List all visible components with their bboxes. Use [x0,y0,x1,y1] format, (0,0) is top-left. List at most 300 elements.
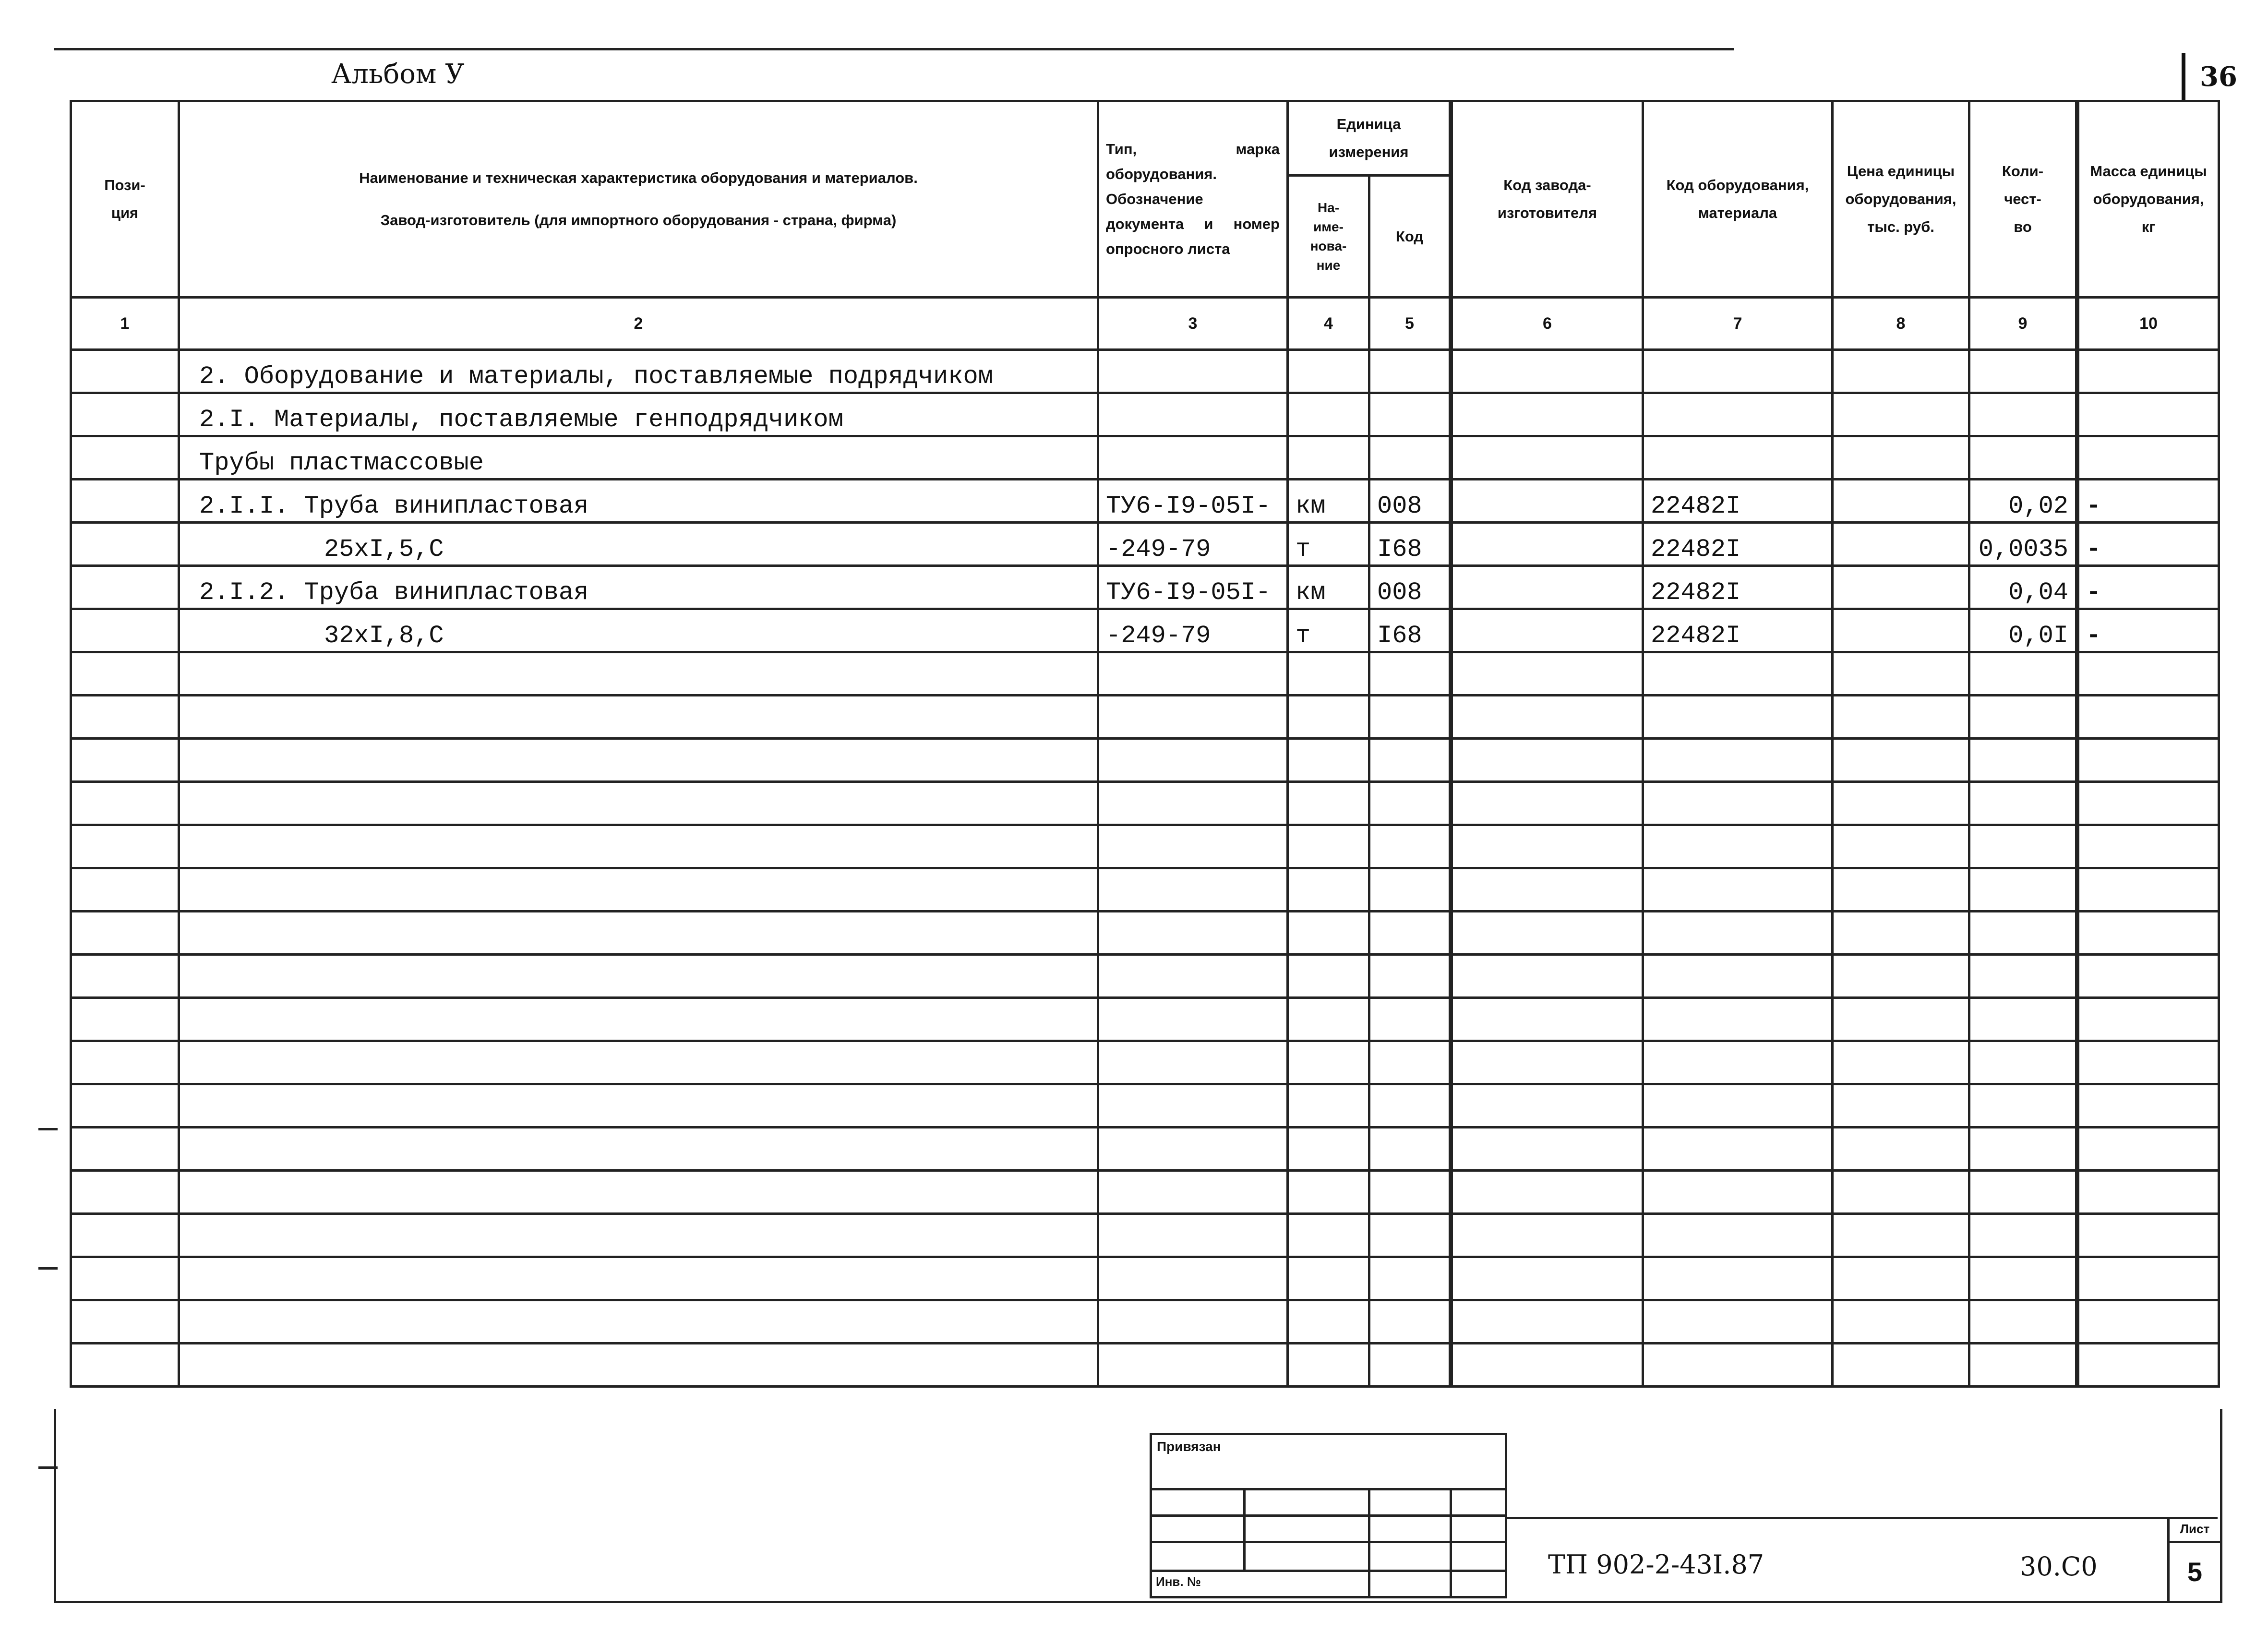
cell-empty [1369,652,1451,696]
header-unit-code: Код [1369,176,1451,298]
cell-empty [1288,1214,1369,1257]
cell-empty [1643,1257,1833,1300]
cell-equipment-code [1643,436,1833,480]
document-code: ТП 902-2-43I.87 [1548,1549,1764,1580]
cell-empty [1451,955,1643,998]
cell-unit: т [1288,523,1369,566]
cell-empty [1833,652,1969,696]
cell-mass: - [2077,480,2219,523]
cell-empty [1098,1344,1288,1387]
stamp-divider [1450,1488,1452,1598]
table-row-empty [71,1344,2219,1387]
cell-empty [71,1257,179,1300]
cell-empty [1969,1257,2077,1300]
stamp-divider [1368,1488,1370,1598]
column-number-cell: 3 [1098,298,1288,350]
cell-empty [1288,1084,1369,1128]
cell-empty [1833,955,1969,998]
cell-empty [2077,998,2219,1041]
cell-quantity [1969,393,2077,436]
cell-empty [2077,1084,2219,1128]
cell-empty [1098,1214,1288,1257]
cell-empty [179,1257,1098,1300]
table-row [71,350,2219,393]
cell-position [71,523,179,566]
column-number-cell: 4 [1288,298,1369,350]
stamp-inv-label: Инв. № [1156,1574,1201,1589]
cell-empty [1451,1128,1643,1171]
cell-empty [1098,1128,1288,1171]
cell-empty [1969,696,2077,739]
cell-empty [179,1041,1098,1084]
table-row-empty [71,955,2219,998]
cell-empty [1098,825,1288,868]
cell-empty [1969,912,2077,955]
cell-empty [1369,1214,1451,1257]
header-name-line2: Завод-изготовитель (для импортного оборудования - страна, фирма) [380,212,897,228]
cell-empty [1643,739,1833,782]
cell-equipment-code: 22482I [1643,609,1833,652]
column-number-cell: 10 [2077,298,2219,350]
cell-mass [2077,436,2219,480]
cell-empty [179,955,1098,998]
column-number-cell: 1 [71,298,179,350]
cell-empty [1833,1041,1969,1084]
header-row-top [71,101,2219,176]
cell-empty [2077,696,2219,739]
cell-factory-code [1451,523,1643,566]
cell-empty [2077,955,2219,998]
cell-equipment-code [1643,350,1833,393]
cell-unit: км [1288,566,1369,609]
cell-empty [1369,825,1451,868]
cell-price [1833,609,1969,652]
header-unit-name: На- име- нова- ние [1288,176,1369,298]
margin-tick [38,1466,58,1469]
cell-empty [1098,1257,1288,1300]
cell-equipment-code: 22482I [1643,566,1833,609]
cell-price [1833,350,1969,393]
column-number-cell: 9 [1969,298,2077,350]
cell-empty [71,782,179,825]
table-row-empty [71,1128,2219,1171]
cell-empty [1969,782,2077,825]
cell-empty [1643,998,1833,1041]
cell-empty [179,1084,1098,1128]
cell-equipment-code [1643,393,1833,436]
cell-unit-code [1369,350,1451,393]
cell-empty [1643,1128,1833,1171]
cell-empty [1969,825,2077,868]
table-row-empty [71,652,2219,696]
margin-tick [38,1128,58,1130]
cell-empty [1369,696,1451,739]
cell-empty [1833,868,1969,912]
cell-empty [2077,739,2219,782]
specification-table [70,100,2220,1388]
cell-empty [1098,1041,1288,1084]
cell-empty [1969,1171,2077,1214]
margin-tick [38,1267,58,1270]
cell-empty [1451,652,1643,696]
header-type: Тип, марка оборудования. Обозначение документа и номер опросного листа [1098,101,1288,298]
stamp-divider [1243,1488,1246,1570]
header-factory-code: Код завода-изготовителя [1451,101,1643,298]
cell-unit-code [1369,393,1451,436]
cell-empty [1969,652,2077,696]
cell-type [1098,393,1288,436]
column-number-cell: 8 [1833,298,1969,350]
cell-type: -249-79 [1098,523,1288,566]
cell-empty [2077,652,2219,696]
cell-empty [1643,696,1833,739]
cell-price [1833,523,1969,566]
cell-empty [1833,1171,1969,1214]
cell-empty [1451,782,1643,825]
cell-unit-code: I68 [1369,523,1451,566]
cell-type [1098,436,1288,480]
cell-empty [1288,912,1369,955]
cell-empty [2077,1344,2219,1387]
cell-position [71,566,179,609]
cell-position [71,609,179,652]
cell-quantity [1969,350,2077,393]
cell-empty [1643,1041,1833,1084]
cell-name: Трубы пластмассовые [179,436,1098,480]
table-row-empty [71,1041,2219,1084]
cell-empty [1369,912,1451,955]
column-number-cell: 6 [1451,298,1643,350]
cell-empty [71,1041,179,1084]
cell-empty [1833,1300,1969,1344]
cell-empty [1643,1214,1833,1257]
cell-empty [1833,1344,1969,1387]
cell-empty [1451,1214,1643,1257]
cell-empty [2077,1171,2219,1214]
cell-empty [1369,739,1451,782]
cell-empty [71,1300,179,1344]
cell-empty [2077,1257,2219,1300]
cell-empty [1098,652,1288,696]
cell-empty [1969,1084,2077,1128]
cell-mass [2077,393,2219,436]
sheet-label: Лист [2170,1517,2220,1543]
header-quantity: Коли- чест- во [1969,101,2077,298]
cell-name: 2.I.I. Труба винипластовая [179,480,1098,523]
cell-empty [1451,1041,1643,1084]
table-row-empty [71,912,2219,955]
table-row-empty [71,998,2219,1041]
table-row-empty [71,1214,2219,1257]
cell-type [1098,350,1288,393]
cell-empty [179,1128,1098,1171]
stamp-linked-label: Привязан [1157,1439,1221,1454]
cell-empty [2077,1300,2219,1344]
cell-empty [1288,739,1369,782]
document-suffix: 30.C0 [2020,1551,2098,1582]
cell-empty [1369,1128,1451,1171]
cell-empty [71,652,179,696]
cell-empty [179,1300,1098,1344]
approval-stamp [1150,1433,1507,1598]
cell-empty [179,1171,1098,1214]
column-number-cell: 2 [179,298,1098,350]
cell-empty [1969,1128,2077,1171]
cell-empty [1369,1300,1451,1344]
cell-empty [1288,1041,1369,1084]
header-equipment-code: Код оборудования, материала [1643,101,1833,298]
cell-empty [1451,825,1643,868]
cell-empty [1451,998,1643,1041]
cell-quantity [1969,436,2077,480]
cell-empty [71,998,179,1041]
cell-empty [1451,1344,1643,1387]
cell-empty [1369,868,1451,912]
cell-empty [1833,1257,1969,1300]
table-row-empty [71,868,2219,912]
header-mass: Масса единицы оборудования, кг [2077,101,2219,298]
cell-empty [1369,1041,1451,1084]
cell-empty [2077,1041,2219,1084]
cell-empty [2077,825,2219,868]
cell-empty [1643,782,1833,825]
cell-empty [1833,696,1969,739]
cell-factory-code [1451,480,1643,523]
cell-unit [1288,436,1369,480]
cell-empty [1451,1084,1643,1128]
cell-empty [2077,1128,2219,1171]
cell-type: ТУ6-I9-05I- [1098,566,1288,609]
cell-empty [1288,1257,1369,1300]
cell-empty [1833,998,1969,1041]
column-number-cell: 5 [1369,298,1451,350]
cell-empty [1288,1128,1369,1171]
cell-factory-code [1451,393,1643,436]
cell-empty [1288,955,1369,998]
sheet-number: 5 [2187,1557,2203,1587]
cell-empty [1451,696,1643,739]
cell-empty [1288,825,1369,868]
sheet-box [2167,1517,2220,1601]
cell-empty [1369,1171,1451,1214]
cell-price [1833,566,1969,609]
cell-unit: т [1288,609,1369,652]
table-row-empty [71,1171,2219,1214]
table-row-empty [71,696,2219,739]
table-row-empty [71,1300,2219,1344]
cell-empty [1369,782,1451,825]
cell-empty [1369,998,1451,1041]
cell-empty [179,912,1098,955]
cell-empty [71,1214,179,1257]
cell-price [1833,480,1969,523]
table-row [71,523,2219,566]
cell-empty [179,825,1098,868]
cell-empty [71,868,179,912]
cell-price [1833,393,1969,436]
cell-equipment-code: 22482I [1643,480,1833,523]
table-row [71,436,2219,480]
cell-empty [1451,868,1643,912]
cell-empty [2077,912,2219,955]
cell-mass: - [2077,566,2219,609]
cell-empty [1288,998,1369,1041]
cell-empty [71,825,179,868]
cell-empty [179,1214,1098,1257]
cell-position [71,350,179,393]
cell-empty [179,868,1098,912]
cell-empty [1833,782,1969,825]
cell-unit [1288,393,1369,436]
cell-equipment-code: 22482I [1643,523,1833,566]
cell-empty [2077,868,2219,912]
cell-empty [1969,739,2077,782]
cell-empty [1098,739,1288,782]
cell-empty [1833,739,1969,782]
cell-quantity: 0,02 [1969,480,2077,523]
cell-mass [2077,350,2219,393]
cell-empty [1969,1300,2077,1344]
cell-quantity: 0,04 [1969,566,2077,609]
cell-empty [1369,1084,1451,1128]
table-row [71,480,2219,523]
cell-empty [1098,1084,1288,1128]
cell-empty [71,912,179,955]
table-row [71,609,2219,652]
cell-empty [1969,868,2077,912]
cell-empty [1098,912,1288,955]
cell-empty [71,1128,179,1171]
cell-empty [179,782,1098,825]
cell-empty [1451,1257,1643,1300]
cell-empty [1969,1041,2077,1084]
cell-empty [1288,1344,1369,1387]
cell-empty [1833,1214,1969,1257]
cell-empty [1288,1300,1369,1344]
cell-position [71,436,179,480]
table-row [71,393,2219,436]
cell-empty [1643,1300,1833,1344]
cell-empty [1969,955,2077,998]
cell-empty [1451,912,1643,955]
header-price: Цена единицы оборудования, тыс. руб. [1833,101,1969,298]
corner-sheet-number: 36 [2182,53,2254,101]
column-number-row [71,298,2219,350]
cell-position [71,480,179,523]
cell-empty [1288,782,1369,825]
cell-empty [2077,1214,2219,1257]
cell-empty [71,1344,179,1387]
cell-empty [1098,868,1288,912]
cell-empty [1369,1257,1451,1300]
cell-empty [1833,1084,1969,1128]
cell-price [1833,436,1969,480]
cell-empty [1643,868,1833,912]
header-name [179,101,1098,298]
cell-name: 2.I. Материалы, поставляемые генподрядчиком [179,393,1098,436]
cell-unit-code: 008 [1369,566,1451,609]
table-row [71,566,2219,609]
cell-empty [71,955,179,998]
cell-empty [1451,739,1643,782]
cell-name: 25xI,5,C [179,523,1098,566]
cell-mass: - [2077,609,2219,652]
cell-unit-code: I68 [1369,609,1451,652]
cell-empty [179,998,1098,1041]
cell-empty [1969,998,2077,1041]
cell-empty [1288,652,1369,696]
cell-empty [1969,1214,2077,1257]
cell-unit [1288,350,1369,393]
cell-empty [1098,1300,1288,1344]
header-unit: Единица измерения [1288,101,1451,176]
cell-empty [1833,912,1969,955]
cell-empty [1288,696,1369,739]
table-row-empty [71,739,2219,782]
cell-empty [1833,825,1969,868]
table-row-empty [71,1257,2219,1300]
cell-mass: - [2077,523,2219,566]
cell-empty [1643,955,1833,998]
cell-empty [1643,1084,1833,1128]
cell-empty [1098,998,1288,1041]
cell-unit: км [1288,480,1369,523]
cell-type: -249-79 [1098,609,1288,652]
cell-empty [179,739,1098,782]
cell-empty [1098,696,1288,739]
cell-empty [1098,782,1288,825]
cell-quantity: 0,0I [1969,609,2077,652]
cell-empty [1643,912,1833,955]
cell-empty [1451,1171,1643,1214]
cell-name: 2.I.2. Труба винипластовая [179,566,1098,609]
cell-empty [1288,1171,1369,1214]
cell-empty [1451,1300,1643,1344]
table-row-empty [71,782,2219,825]
cell-empty [71,696,179,739]
column-number-cell: 7 [1643,298,1833,350]
cell-factory-code [1451,609,1643,652]
top-rule [54,48,1734,50]
cell-empty [179,652,1098,696]
cell-name: 32xI,8,C [179,609,1098,652]
cell-empty [179,1344,1098,1387]
cell-empty [1098,955,1288,998]
header-name-line1: Наименование и техническая характеристика оборудования и материалов. [359,169,918,186]
cell-empty [1643,652,1833,696]
cell-factory-code [1451,350,1643,393]
cell-unit-code [1369,436,1451,480]
cell-empty [1643,1171,1833,1214]
cell-empty [1643,825,1833,868]
cell-empty [71,739,179,782]
cell-type: ТУ6-I9-05I- [1098,480,1288,523]
cell-empty [71,1084,179,1128]
table-row-empty [71,825,2219,868]
cell-name: 2. Оборудование и материалы, поставляемые подрядчиком [179,350,1098,393]
cell-unit-code: 008 [1369,480,1451,523]
cell-empty [1969,1344,2077,1387]
cell-quantity: 0,0035 [1969,523,2077,566]
cell-empty [1643,1344,1833,1387]
album-title: Альбом У [331,59,465,90]
header-position: Пози- ция [71,101,179,298]
cell-empty [1369,1344,1451,1387]
cell-factory-code [1451,436,1643,480]
cell-empty [2077,782,2219,825]
cell-empty [1098,1171,1288,1214]
cell-factory-code [1451,566,1643,609]
